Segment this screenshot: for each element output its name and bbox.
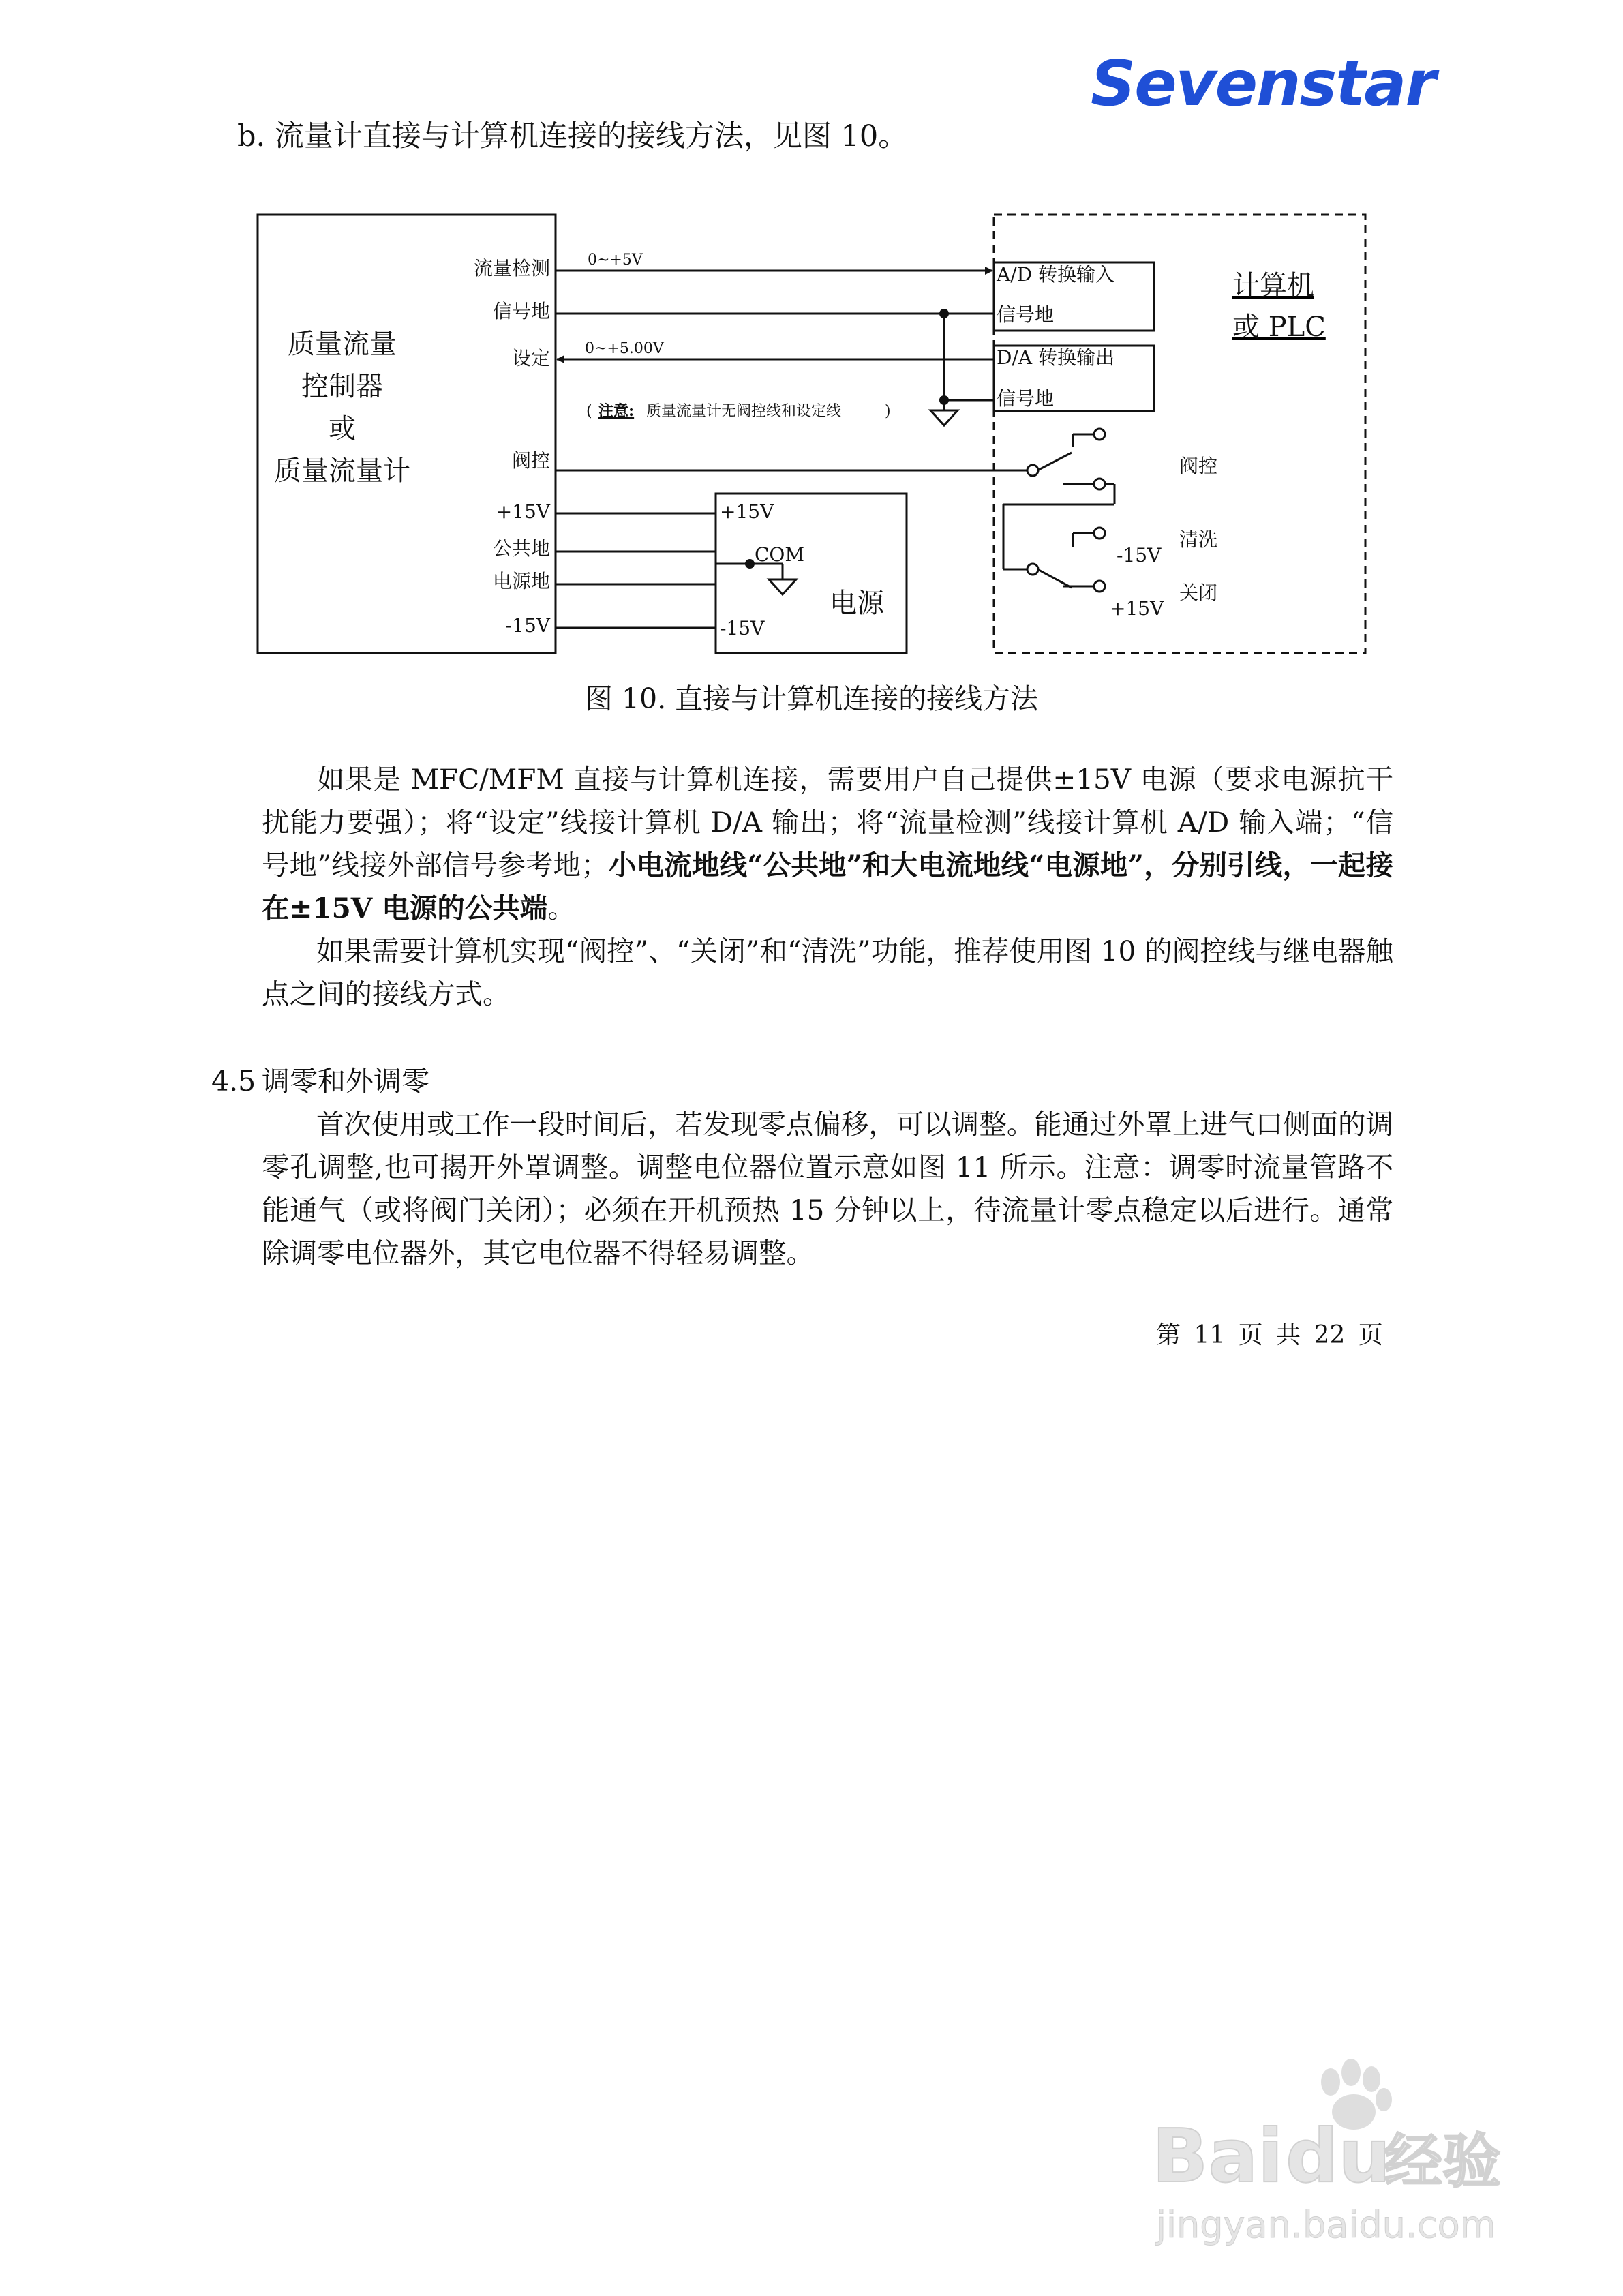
mfc-label-2: 控制器: [301, 371, 383, 402]
page-number: 第 11 页 共 22 页: [1156, 1321, 1383, 1349]
note-text: 质量流量计无阀控线和设定线: [646, 403, 842, 420]
watermark-url: jingyan.baidu.com: [1156, 2203, 1496, 2246]
watermark-brand-a: Bai: [1152, 2114, 1284, 2199]
power-neg15-label: -15V: [720, 617, 765, 639]
paragraph-2: [262, 930, 1393, 1016]
section-number: 4.5: [211, 1065, 256, 1098]
port-flow-detect: 流量检测: [473, 257, 550, 280]
paragraph-3: [262, 1103, 1393, 1275]
ad-gnd-label: 信号地: [997, 303, 1055, 326]
port-neg15: -15V: [505, 614, 550, 637]
note-label: 注意:: [598, 402, 635, 420]
relay-purge-label: 清洗: [1179, 528, 1218, 551]
computer-title-2: 或 PLC: [1232, 312, 1326, 343]
range-in-label: 0~+5.00V: [585, 340, 664, 357]
port-power-gnd: 电源地: [492, 570, 550, 592]
mfc-label-4: 质量流量计: [274, 455, 410, 487]
relay-valve-label: 阀控: [1179, 455, 1218, 477]
paragraph-2-text: 如果需要计算机实现“阀控”、“关闭”和“清洗”功能，推荐使用图 10 的阀控线与继电器触点之间的接线方式。: [262, 935, 1393, 1010]
section-heading-b: b. 流量计直接与计算机连接的接线方法，见图 10。: [237, 119, 908, 153]
paragraph-1-end: 。: [547, 892, 575, 924]
range-out-label: 0~+5V: [588, 252, 643, 269]
paragraph-1-bold: 小电流地线“公共地”和大电流地线“电源地”，分别引线，一起接在±15V 电源的公共端: [262, 849, 1393, 924]
mfc-label-1: 质量流量: [288, 329, 397, 360]
da-gnd-label: 信号地: [997, 387, 1055, 410]
power-title: 电源: [830, 588, 884, 619]
watermark-brand-b: du: [1286, 2114, 1391, 2199]
brand-logo: Sevenstar: [1091, 47, 1435, 120]
wiring-diagram: [245, 198, 1391, 675]
figure-caption: 图 10. 直接与计算机连接的接线方法: [584, 682, 1039, 715]
section-4-5-title: [211, 1061, 429, 1102]
relay-close-voltage: +15V: [1110, 597, 1164, 620]
port-common-gnd: 公共地: [492, 537, 550, 560]
note-open: (: [586, 403, 592, 420]
mfc-label-3: 或: [329, 413, 356, 444]
computer-title-1: 计算机: [1232, 270, 1314, 301]
relay-close-label: 关闭: [1179, 581, 1218, 604]
power-pos15-label: +15V: [720, 500, 774, 523]
port-valve-ctrl: 阀控: [511, 449, 550, 472]
port-setpoint: 设定: [511, 347, 550, 369]
section-title-text: 调零和外调零: [262, 1065, 429, 1098]
power-com-label: COM: [755, 543, 805, 566]
relay-purge-voltage: -15V: [1117, 544, 1162, 567]
ad-input-label: A/D 转换输入: [997, 263, 1115, 286]
baidu-watermark: [1152, 2045, 1534, 2250]
paragraph-1-text: 如果是 MFC/MFM 直接与计算机连接，需要用户自己提供±15V 电源（要求电源抗干扰能力要强）；将“设定”线接计算机 D/A 输出；将“流量检测”线接计算机 A/D 输入端；“信号地”线接外部信号参考地；: [262, 763, 1393, 881]
watermark-brand-c: 经验: [1384, 2128, 1501, 2196]
paragraph-3-text: 首次使用或工作一段时间后，若发现零点偏移，可以调整。能通过外罩上进气口侧面的调零孔调整,也可揭开外罩调整。调整电位器位置示意如图 11 所示。注意：调零时流量管路不能通气（或将阀门关闭）；必须在开机预热 15 分钟以上，待流量计零点稳定以后进行。通常除调零电位器外，其它电位器不得轻易调整。: [262, 1108, 1393, 1269]
paragraph-1: [262, 758, 1393, 930]
da-output-label: D/A 转换输出: [997, 346, 1115, 369]
note-close: ): [885, 403, 891, 420]
port-signal-gnd: 信号地: [492, 300, 550, 322]
port-pos15: +15V: [496, 500, 550, 523]
